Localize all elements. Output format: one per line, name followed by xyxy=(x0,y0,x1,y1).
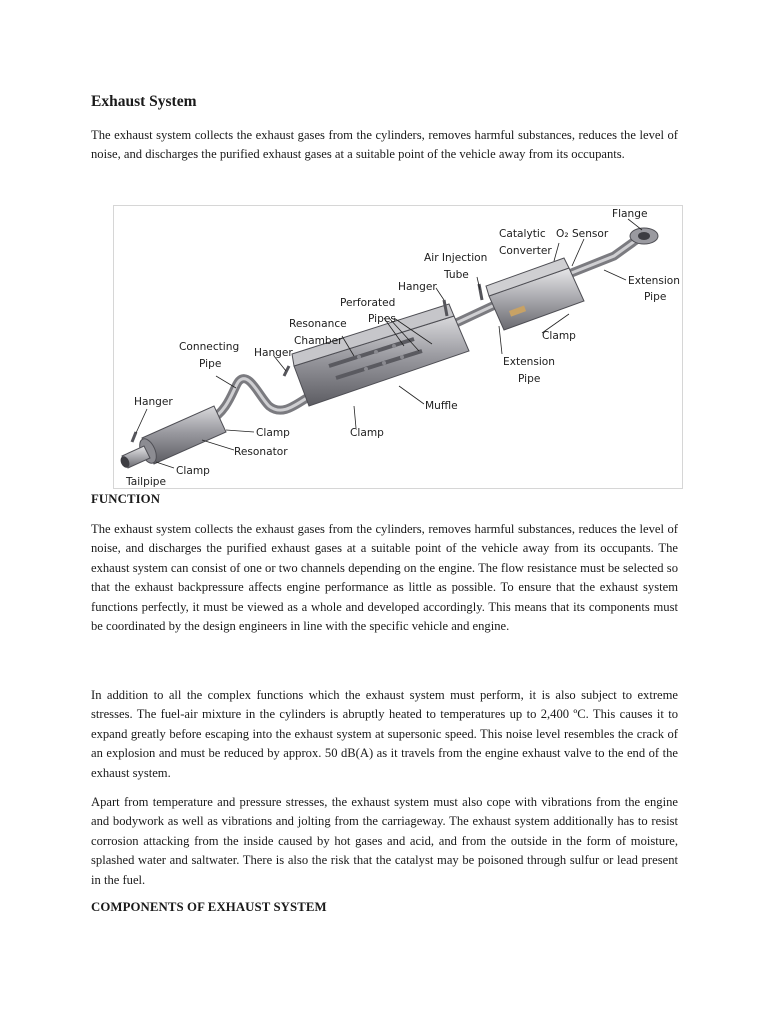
label-converter: Converter xyxy=(499,245,552,257)
label-catalytic: Catalytic xyxy=(499,228,546,240)
function-heading: FUNCTION xyxy=(91,492,161,506)
label-tube: Tube xyxy=(444,269,469,281)
components-heading: COMPONENTS OF EXHAUST SYSTEM xyxy=(91,900,327,914)
label-flange: Flange xyxy=(612,208,648,220)
intro-paragraph: The exhaust system collects the exhaust gases from the cylinders, removes harmful substances, reduces the level of noise, and discharges the purified exhaust gases at a suitable point of the vehicle away from its occupants. xyxy=(91,128,678,162)
label-extension-pipe-2: Extension xyxy=(503,356,556,368)
label-clamp-mid: Clamp xyxy=(350,427,384,439)
label-connecting-pipe: Pipe xyxy=(199,358,222,370)
label-resonance: Resonance xyxy=(289,318,347,330)
label-air-injection: Air Injection xyxy=(424,252,488,264)
label-muffle: Muffle xyxy=(425,400,458,412)
label-o2-sensor: O₂ Sensor xyxy=(556,228,609,240)
tailpipe-shape xyxy=(119,446,150,469)
label-hanger-left: Hanger xyxy=(134,396,173,408)
label-pipes: Pipes xyxy=(368,313,396,325)
function-paragraph-2: In addition to all the complex functions which the exhaust system must perform, it is also subject to extreme stresses. The fuel-air mixture in the cylinders is abruptly heated to temperatures up to 2,400 ºC. This causes it to expand greatly before escaping into the exhaust system at supersonic speed. This noise level resembles the crack of an explosion and must be reduced by approx. 50 dB(A) as it travels from the engine exhaust valve to the end of the exhaust system. xyxy=(91,688,678,780)
function-paragraph-1: The exhaust system collects the exhaust gases from the cylinders, removes harmful substances, reduces the level of noise, and discharges the purified exhaust gases at a suitable point of the vehicle away from its occupants. The exhaust system can consist of one or two channels depending on the engine. The flow resistance must be selected so that the exhaust backpressure affects engine performance as little as possible. To ensure that the exhaust system functions perfectly, it must be viewed as a whole and developed accordingly. This means that its components must be coordinated by the design engineers in line with the specific vehicle and engine. xyxy=(91,522,678,634)
function-paragraph-3: Apart from temperature and pressure stresses, the exhaust system must also cope with vibrations from the engine and bodywork as well as vibrations and jolting from the carriageway. The exhaust system additionally has to resist corrosion attacking from the inside caused by hot gases and acid, and from the outside in the form of moisture, splashed water and saltwater. There is also the risk that the catalyst may be poisoned through sulfur or lead present in the fuel. xyxy=(91,795,678,887)
label-clamp-left: Clamp xyxy=(256,427,290,439)
exhaust-system-diagram xyxy=(113,205,683,489)
label-resonator: Resonator xyxy=(234,446,288,458)
label-extension-pipe-1b: Pipe xyxy=(644,291,667,303)
label-tailpipe: Tailpipe xyxy=(126,476,167,488)
exhaust-diagram-svg xyxy=(114,206,682,488)
label-extension-pipe-2b: Pipe xyxy=(518,373,541,385)
label-chamber: Chamber xyxy=(294,335,343,347)
label-perforated: Perforated xyxy=(340,297,396,309)
page-title: Exhaust System xyxy=(91,93,197,110)
label-hanger-mid: Hanger xyxy=(254,347,293,359)
label-hanger-top: Hanger xyxy=(398,281,437,293)
label-connecting: Connecting xyxy=(179,341,240,353)
label-clamp-right: Clamp xyxy=(542,330,576,342)
flange-shape xyxy=(630,228,658,244)
label-clamp-bottom: Clamp xyxy=(176,465,210,477)
label-extension-pipe-1: Extension xyxy=(628,275,681,287)
catalytic-converter-shape xyxy=(486,258,584,330)
